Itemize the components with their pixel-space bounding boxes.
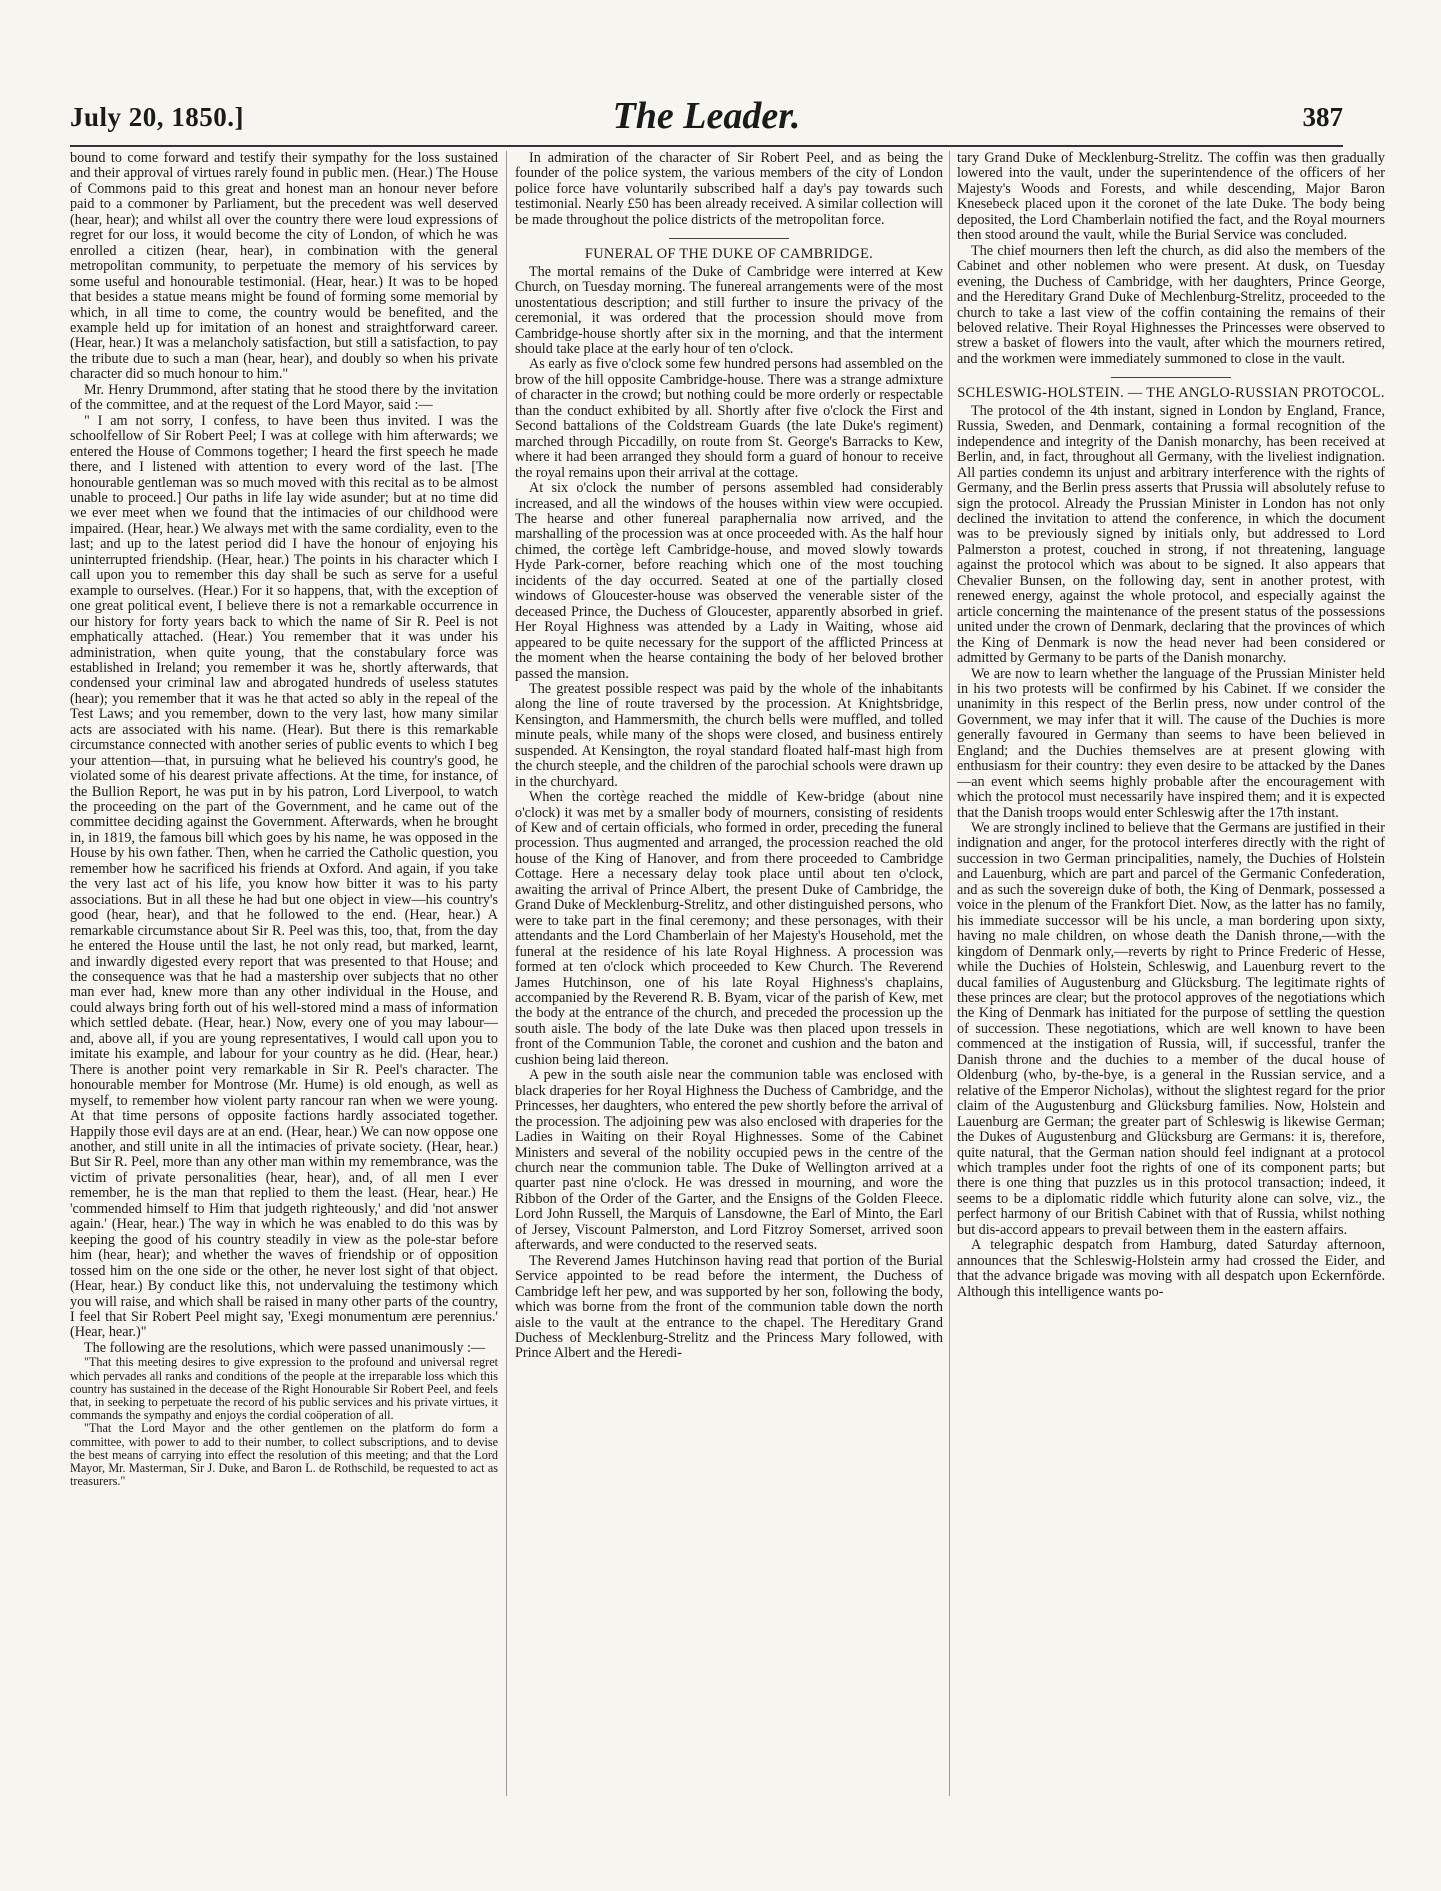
- page-number: 387: [1302, 102, 1343, 132]
- column-2: [515, 151, 943, 1796]
- article-paragraph: The mortal remains of the Duke of Cambridge were interred at Kew Church, on Tuesday morning. The funereal arrangements were of the most unostentatious description; and still further to insure the privacy of the ceremonial, it was ordered that the procession should move from Cambridge-house shortly after six in the morning, and that the interment should take place at the early hour of ten o'clock.: [515, 263, 943, 357]
- article-paragraph: We are now to learn whether the language of the Prussian Minister held in his two protests will be confirmed by his Cabinet. If we consider the unanimity in this respect of the Berlin press, now under control of the Government, we may infer that it will. The cause of the Duchies is more generally favoured in Germany than seems to have been believed in England; and the Duchies themselves are at present glowing with enthusiasm for their country: they even desire to be attacked by the Danes—an event which seems highly probable after the encouragement with which the protocol must necessarily have inspired them; and it is expected that the Danish troops would enter Schleswig after the 17th instant.: [957, 665, 1385, 821]
- resolution-paragraph: "That this meeting desires to give expression to the profound and universal regret which pervades all ranks and conditions of the people at the irreparable loss which this country has sustained in the decease of the Right Honourable Sir Robert Peel, and feels that, in seeking to perpetuate the record of his public services and his private virtues, it commands the sympathy and enjoys the cordial coöperation of all.: [70, 1355, 498, 1423]
- article-paragraph: tary Grand Duke of Mecklenburg-Strelitz. The coffin was then gradually lowered into the vault, under the superintendence of the officers of her Majesty's Woods and Forests, and while descending, Major Baron Knesebeck placed upon it the coronet of the late Duke. The body being deposited, the Lord Chamberlain notified the fact, and the Royal mourners then stood around the vault, while the Burial Service was concluded.: [957, 151, 1385, 244]
- article-paragraph: As early as five o'clock some few hundred persons had assembled on the brow of the hill opposite Cambridge-house. There was a strange admixture of character in the crowd; but nothing could be more orderly or respectable than the conduct exhibited by all. Shortly after five o'clock the First and Second battalions of the Coldstream Guards (the late Duke's regiment) marched through Piccadilly, on route from St. George's Barracks to Kew, where it had been arranged they should form a guard of honour to receive the royal remains upon their arrival at the cottage.: [515, 356, 943, 481]
- section-heading: FUNERAL OF THE DUKE OF CAMBRIDGE.: [584, 246, 874, 263]
- article-paragraph: We are strongly inclined to believe that the Germans are justified in their indignation and anger, for the protocol interferes directly with the right of succession in two German principalities, namely, the Duchies of Holstein and Lauenburg, which are part and parcel of the Germanic Confederation, and as such the sovereign duke of both, the King of Denmark, possessed a voice in the plenum of the Frankfort Diet. Now, as the latter has no family, his immediate successor will be his uncle, a man bordering upon sixty, having no male children, on whose death the Danish throne,—with the kingdom of Denmark only,—reverts by right to Prince Frederic of Hesse, while the Duchies of Holstein, Schleswig, and Lauenburg revert to the ducal families of Augustenburg and Glücksburg. The legitimate rights of these princes are clear; but the protocol approves of the negotiations which the King of Denmark has initiated for the purpose of settling the question of succession. These negotiations, which are well known to have been commenced at the instigation of Russia, will, if successful, tranfer the Danish throne and the duchies to a member of the ducal house of Oldenburg (who, by-the-bye, is a general in the Russian service, and a relative of the Emperor Nicholas), without the slightest regard for the prior claim of the Augustenburg and Glücksburg families. Now, Holstein and Lauenburg are German; the greater part of Schleswig is likewise German; the Dukes of Augustenburg and Glücksburg are Germans: it is, therefore, quite natural, that the German nation should feel indignant at a protocol which tramples under foot the rights of one of its component parts; but there is one thing that puzzles us in this protocol transaction; indeed, it seems to be a diplomatic riddle which futurity alone can solve, viz., the perfect harmony of our British Cabinet with that of Russia, whilst nothing but dis-accord appears to prevail between them in the eastern affairs.: [957, 820, 1385, 1238]
- article-paragraph: The following are the resolutions, which were passed unanimously :—: [84, 1339, 486, 1356]
- issue-date: July 20, 1850.]: [70, 102, 245, 132]
- article-paragraph: The Reverend James Hutchinson having read that portion of the Burial Service appointed to be read before the interment, the Duchess of Cambridge left her pew, and was supported by her son, following the body, which was borne from the front of the communion table down the north aisle to the vault at the entrance to the chapel. The Hereditary Grand Duchess of Mecklenburg-Strelitz and the Princess Mary followed, with Prince Albert and the Heredi-: [515, 1252, 943, 1362]
- article-paragraph: At six o'clock the number of persons assembled had considerably increased, and all the windows of the houses within view were occupied. The hearse and other funereal paraphernalia now arrived, and the marshalling of the procession was at once proceeded with. As the half hour chimed, the cortège left Cambridge-house, and moved slowly towards Hyde Park-corner, before reaching which one of the most touching incidents of the day occurred. Seated at one of the partially closed windows of Gloucester-house was observed the venerable sister of the deceased Prince, the Duchess of Gloucester, apparently absorbed in grief. Her Royal Highness was attended by a Lady in Waiting, whose aid appeared to be quite necessary for the support of the afflicted Princess at the moment when the hearse containing the body of her beloved brother passed the mansion.: [515, 480, 943, 682]
- article-paragraph: Mr. Henry Drummond, after stating that he stood there by the invitation of the committee, and at the request of the Lord Mayor, said :—: [70, 381, 498, 414]
- article-paragraph: In admiration of the character of Sir Robert Peel, and as being the founder of the police system, the various members of the city of London police force have voluntarily subscribed half a day's pay towards such testimonial. Nearly £50 has been already received. A similar collection will be made throughout the police districts of the metropolitan force.: [515, 151, 943, 228]
- header-rule: [70, 145, 1343, 147]
- speech-paragraph: " I am not sorry, I confess, to have been thus invited. I was the schoolfellow of Sir Robert Peel; I was at college with him afterwards; we entered the House of Commons together; I heard the first speech he made there, and I listened with attention to every word of the last. [The honourable gentleman was so much moved with this recital as to be almost unable to proceed.] Our paths in life lay wide asunder; but at no time did we ever meet when we found that the intimacies of our childhood were impaired. (Hear, hear.) We always met with the same cordiality, even to the last; and up to the latest period did I have the honour of enjoying his uninterrupted friendship. (Hear, hear.) The points in his character which I call upon you to remember this day shall be such as serve for a useful example to ourselves. (Hear.) For it so happens, that, with the exception of one great political event, I believe there is not a remarkable occurrence in our history for forty years back to which the name of Sir R. Peel is not emphatically attached. (Hear.) You remember that it was under his administration, when quite young, that the constabulary force was established in Ireland; you remember it was he, shortly afterwards, that condensed your criminal law and abrogated hundreds of useless statutes (hear); you remember that it was he that acted so ably in the repeal of the Test Laws; and you remember, down to the very last, how many similar acts are associated with his name. (Hear). But there is this remarkable circumstance connected with another series of public events to which I beg your attention—that, in pursuing what he believed his country's good, he violated some of his dearest private affections. At the time, for instance, of the Bullion Report, he was put in by his patron, Lord Liverpool, to watch the proceeding on the part of the Government, and he came out of the committee deciding against the Government. Afterwards, when he brought in, in 1819, the famous bill which goes by his name, he was opposed in the House by his own father. Then, when he carried the Catholic question, you remember how he sacrificed his friends at Oxford. And again, if you take the very last act of his life, you know how bitter it was to his party associations. But in all these he had but one object in view—his country's good (hear, hear), and that he followed to the end. (Hear, hear.) A remarkable circumstance about Sir R. Peel was this, too, that, from the day he entered the House until the last, he not only read, but marked, learnt, and inwardly digested every report that was presented to that House; and the consequence was that he had a mastership over subjects that no other man ever had, knew more than any other individual in the House, and could always bring forth out of his well-stored mind a mass of information which settled debate. (Hear, hear.) Now, every one of you may labour—and, above all, if you are young representatives, I would call upon you to imitate his example, and labour for your country as he did. (Hear, hear.) There is another point very remarkable in Sir R. Peel's character. The honourable member for Montrose (Mr. Hume) is old enough, as well as myself, to remember how violent party rancour ran when we were young. At that time persons of opposite factions hardly associated together. Happily those evil days are at an end. (Hear, hear.) We can now oppose one another, and still unite in all the intimacies of private society. (Hear, hear.) But Sir R. Peel, more than any other man within my remembrance, was the victim of private personalities (hear, hear), and, of all men I ever remember, he is the man that replied to them the least. (Hear, hear.) He 'commended himself to Him that judgeth righteously,' and did 'not answer again.' (Hear, hear.) The way in which he was enabled to do this was by keeping the good of his country steadily in view as the pole-star before him (hear, hear); and whether the waves of friendship or of opposition tossed him on the one side or the other, he never lost sight of that object. (Hear, hear.) By conduct like this, not undervaluing the testimony which you will raise, and which shall be raised in many other parts of the country, I feel that Sir Robert Peel might say, 'Exegi monumentum ære perennius.' (Hear, hear.)": [70, 412, 498, 1341]
- column-3: [957, 151, 1385, 1796]
- article-paragraph: bound to come forward and testify their sympathy for the loss sustained and their approval of virtues rarely found in public men. (Hear.) The House of Commons paid to this great and honest man an honour never before paid to a commoner by Parliament, but the precedent was well deserved (hear, hear); and whilst all over the country there were loud expressions of regret for our loss, it would become the city of London, of which he was enrolled a citizen (hear, hear), in combination with the general metropolitan community, to perpetuate the memory of his services by some useful and honourable testimonial. (Hear, hear.) It was to be hoped that besides a statue means might be found of forming some memorial by which, in all time to come, the country would be benefited, and the example held up for imitation of an honest and straightforward career. (Hear, hear.) It was a melancholy satisfaction, but still a satisfaction, to pay the tribute due to such a man (hear, hear), and doubly so when his private character did so much honour to him.": [70, 151, 498, 383]
- column-divider: [506, 151, 507, 1796]
- newspaper-title: The Leader.: [612, 95, 801, 137]
- column-1: [70, 151, 498, 1796]
- article-paragraph: The protocol of the 4th instant, signed in London by England, France, Russia, Sweden, and Denmark, containing a formal recognition of the independence and integrity of the Danish monarchy, has been received at Berlin, and, in fact, throughout all Germany, with the liveliest indignation. All parties condemn its unjust and arbitrary interference with the rights of Germany, and the Berlin press asserts that Prussia will absolutely refuse to sign the protocol. Already the Prussian Minister in London has not only declined the invitation to attend the conference, in which the document was to be previously signed by initials only, but addressed to Lord Palmerston a protest, couched in strong, if not threatening, language against the protocol which was about to be signed. It also appears that Chevalier Bunsen, on the following day, sent in another protest, with renewed energy, against the whole protocol, and especially against the article concerning the maintenance of the present status of the possessions united under the crown of Denmark, declaring that the provinces of which the King of Denmark is now the head never had been considered or admitted by Germany to be parts of the Danish monarchy.: [957, 402, 1385, 667]
- article-paragraph: The chief mourners then left the church, as did also the members of the Cabinet and other noblemen who were present. At dusk, on Tuesday evening, the Duchess of Cambridge, with her daughters, Prince George, and the Hereditary Grand Duke of Mechlenburg-Strelitz, proceeded to the church to take a last view of the coffin containing the remains of their beloved relative. Their Royal Highnesses the Princesses were observed to strew a basket of flowers into the vault, after which the mourners retired, and the workmen were immediately summoned to close in the vault.: [957, 242, 1385, 367]
- article-paragraph: The greatest possible respect was paid by the whole of the inhabitants along the line of route traversed by the procession. At Knightsbridge, Kensington, and Hammersmith, the church bells were muffled, and tolled minute peals, while many of the shops were closed, and business entirely suspended. At Kensington, the royal standard floated half-mast high from the church steeple, and the children of the parochial schools were drawn up in the churchyard.: [515, 680, 943, 790]
- section-rule: [1111, 377, 1231, 378]
- article-paragraph: When the cortège reached the middle of Kew-bridge (about nine o'clock) it was met by a smaller body of mourners, consisting of residents of Kew and of certain officials, who formed in order, preceding the funeral procession. Thus augmented and arranged, the procession reached the old house of the King of Hanover, and from there proceeded to Cambridge Cottage. Here a necessary delay took place until about ten o'clock, awaiting the arrival of Prince Albert, the present Duke of Cambridge, the Grand Duke of Mecklenburg-Strelitz, and other distinguished persons, who were to take part in the final ceremony; and these personages, with their attendants and the Lord Chamberlain of her Majesty's Household, met the funeral at the residence of his late Royal Highness. A procession was formed at ten o'clock which proceeded to Kew Church. The Reverend James Hutchinson, one of his late Royal Highness's chaplains, accompanied by the Reverend R. B. Byam, vicar of the parish of Kew, met the body at the entrance of the church, and preceded the procession up the south aisle. The body of the late Duke was then placed upon tressels in front of the Communion Table, the coronet and cushion and the baton and cushion being laid thereon.: [515, 789, 943, 1068]
- section-rule: [669, 238, 789, 239]
- masthead: [70, 92, 1343, 138]
- section-heading: SCHLESWIG-HOLSTEIN. — THE ANGLO-RUSSIAN PROTOCOL.: [957, 385, 1385, 402]
- article-paragraph: A pew in the south aisle near the communion table was enclosed with black draperies for her Royal Highness the Duchess of Cambridge, and the Princesses, her daughters, who entered the pew shortly before the arrival of the procession. The adjoining pew was also enclosed with draperies for the Ladies in Waiting on their Royal Highnesses. Some of the Cabinet Ministers and several of the nobility occupied pews in the centre of the church near the communion table. The Duke of Wellington arrived at a quarter past nine o'clock. He was dressed in mourning, and wore the Ribbon of the Order of the Garter, and the Ensigns of the Golden Fleece. Lord John Russell, the Marquis of Lansdowne, the Earl of Minto, the Earl of Jersey, Viscount Palmerston, and Lord Fitzroy Somerset, arrived soon afterwards, and were conducted to the reserved seats.: [515, 1067, 943, 1254]
- column-divider: [949, 151, 950, 1796]
- resolution-paragraph: "That the Lord Mayor and the other gentlemen on the platform do form a committee, with power to add to their number, to collect subscriptions, and to devise the best means of carrying into effect the resolution of this meeting; and that the Lord Mayor, Mr. Masterman, Sir J. Duke, and Baron L. de Rothschild, be requested to act as treasurers.": [70, 1421, 498, 1489]
- article-paragraph: A telegraphic despatch from Hamburg, dated Saturday afternoon, announces that the Schleswig-Holstein army had crossed the Eider, and that the advance brigade was moving with all despatch upon Eckernförde. Although this intelligence wants po-: [957, 1237, 1385, 1300]
